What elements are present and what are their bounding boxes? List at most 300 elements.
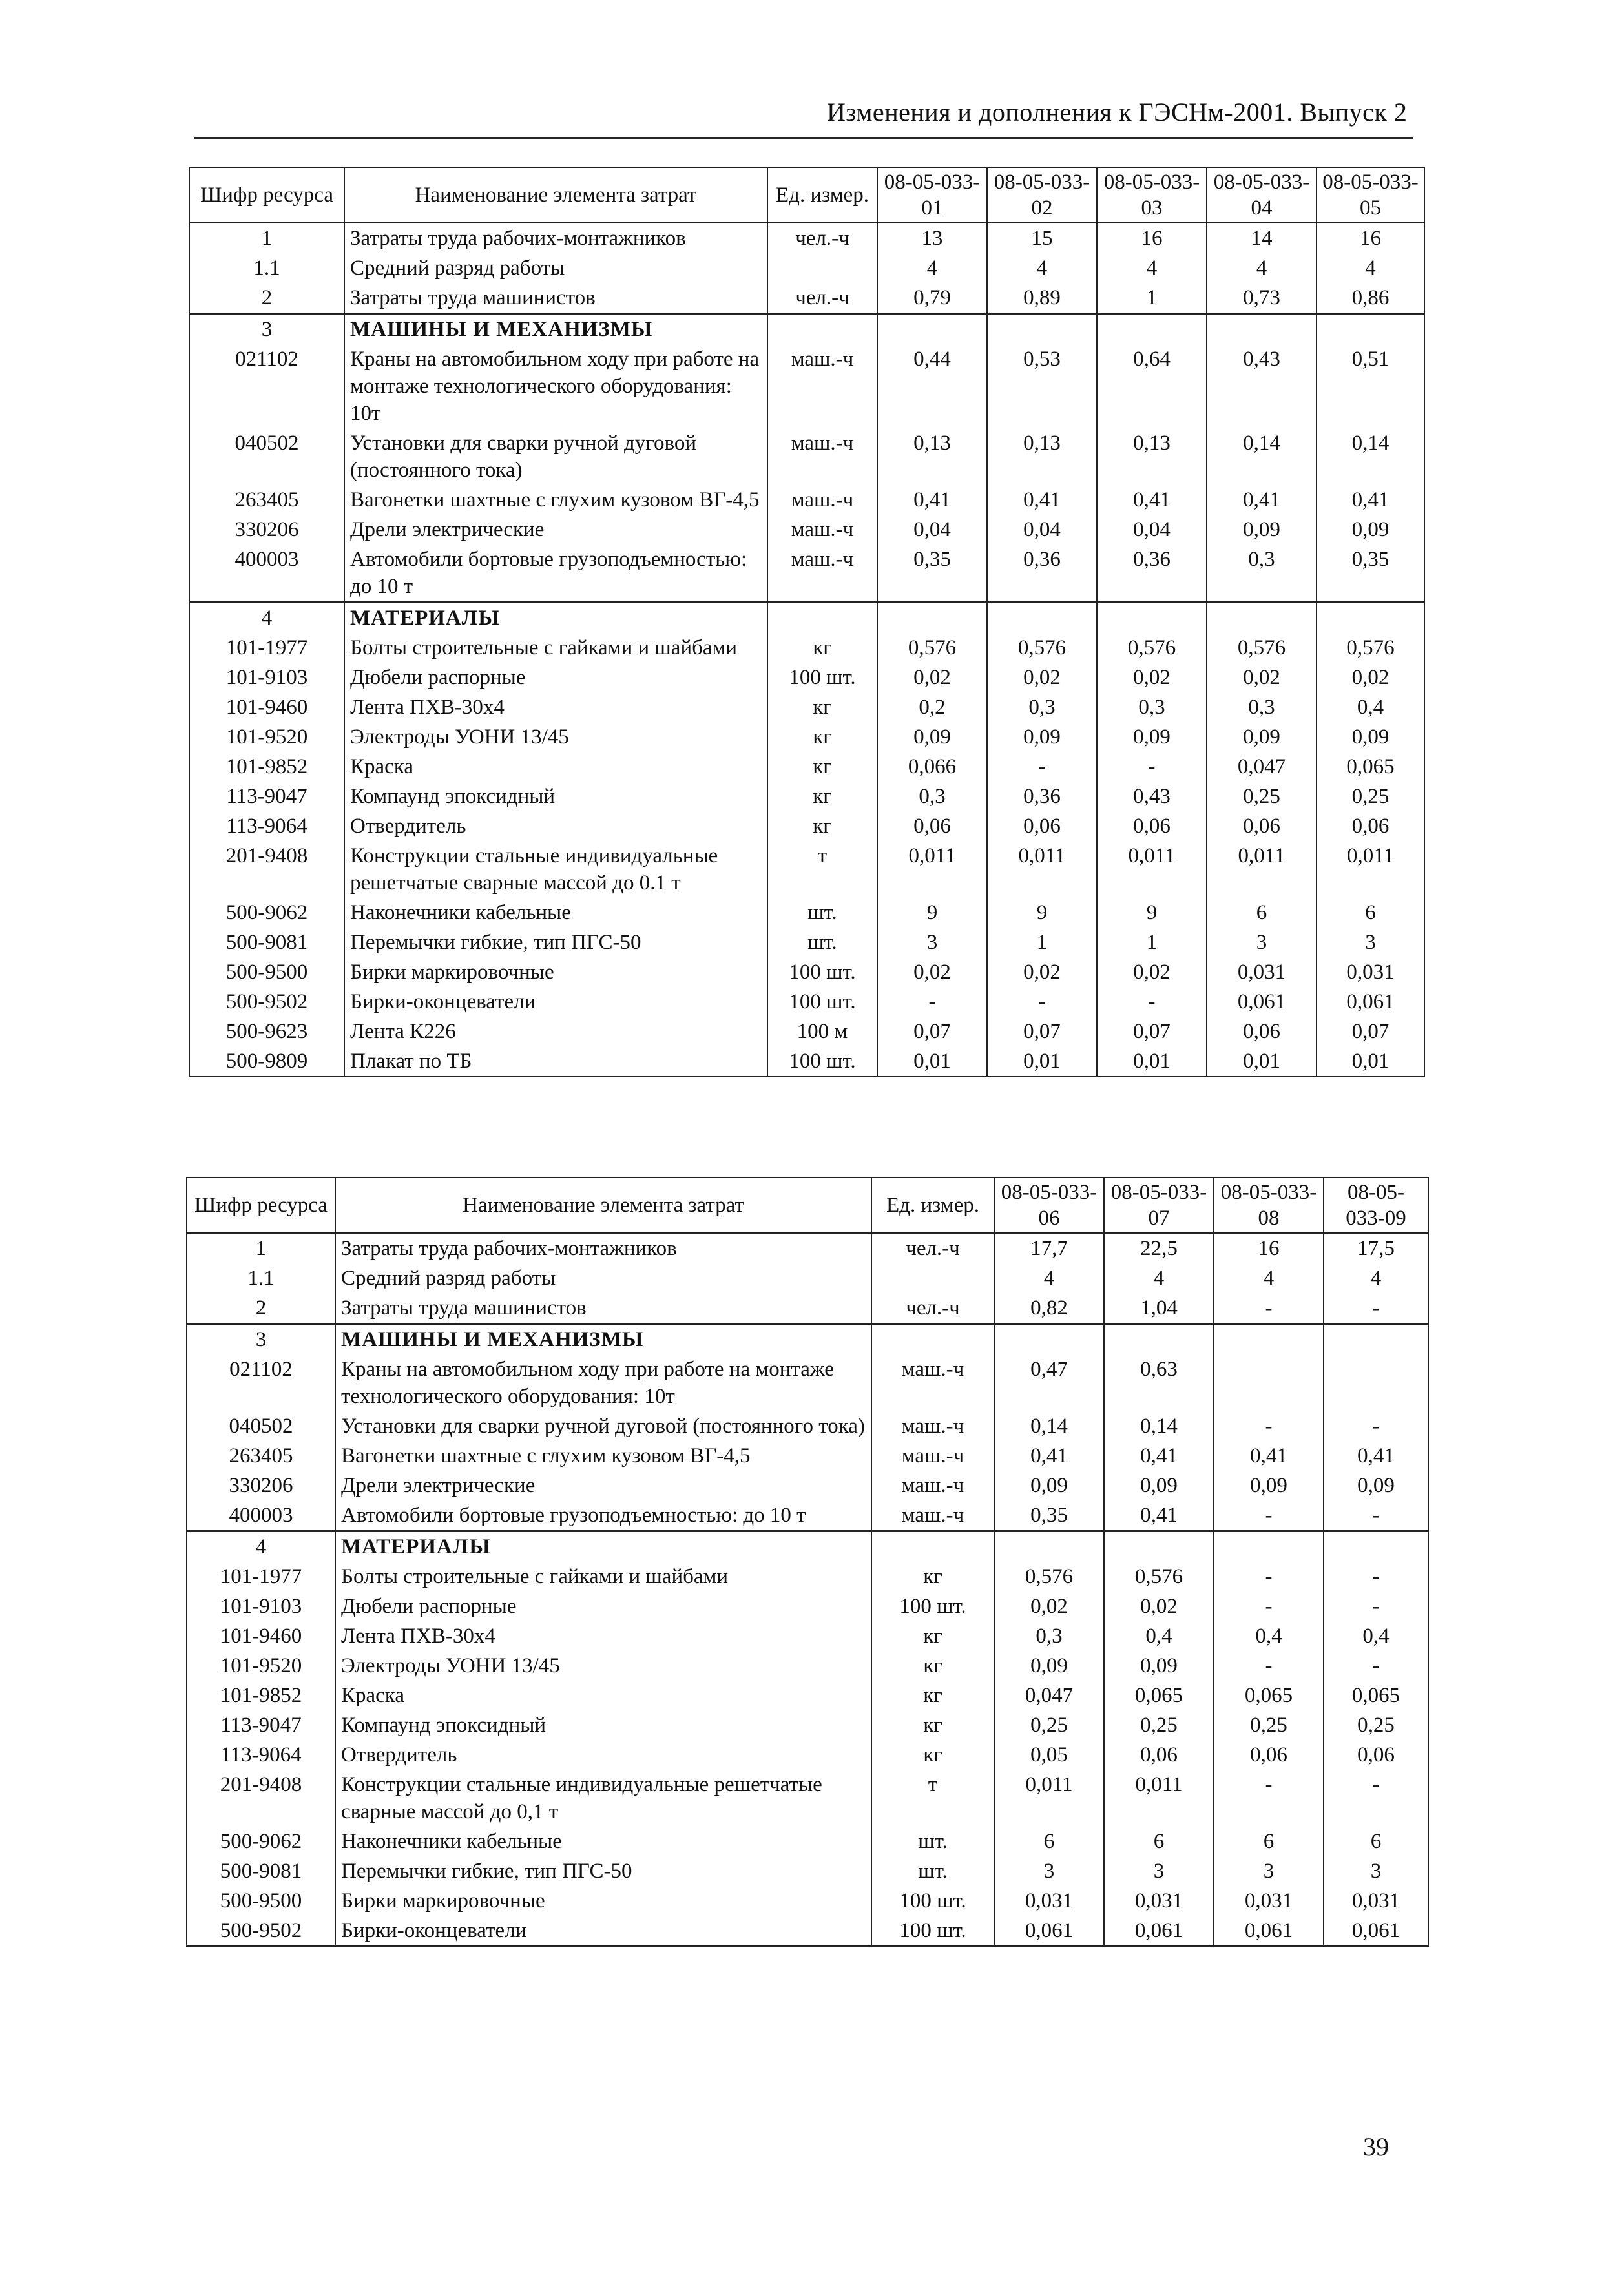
value-cell: 0,065 xyxy=(1324,1681,1428,1710)
value-cell: 16 xyxy=(1097,223,1207,253)
value-cell: 13 xyxy=(877,223,987,253)
value-cell: - xyxy=(1324,1592,1428,1621)
unit-cell: кг xyxy=(767,782,877,811)
resource-name: Средний разряд работы xyxy=(335,1263,871,1293)
header-code: Шифр ресурса xyxy=(189,167,344,223)
resource-code: 500-9809 xyxy=(189,1046,344,1077)
resource-code: 113-9064 xyxy=(189,811,344,841)
table-row xyxy=(187,1681,1428,1710)
section-row xyxy=(189,603,1424,634)
section-title: МАШИНЫ И МЕХАНИЗМЫ xyxy=(335,1324,871,1355)
unit-cell: кг xyxy=(871,1621,994,1651)
value-cell: - xyxy=(1214,1770,1324,1827)
value-cell: 0,89 xyxy=(987,283,1097,314)
value-cell: 0,35 xyxy=(877,545,987,603)
table-row xyxy=(189,545,1424,603)
value-cell xyxy=(1214,1324,1324,1355)
header-col: 08-05-033-05 xyxy=(1317,167,1424,223)
value-cell: 0,09 xyxy=(994,1651,1104,1681)
resource-code: 500-9500 xyxy=(189,957,344,987)
resource-name: Конструкции стальные индивидуальные решетчатые сварные массой до 0,1 т xyxy=(335,1770,871,1827)
value-cell: 0,031 xyxy=(1214,1886,1324,1916)
value-cell: 0,43 xyxy=(1207,344,1317,428)
page-header-title: Изменения и дополнения к ГЭСНм-2001. Выпуск 2 xyxy=(827,98,1408,127)
resource-name: Автомобили бортовые грузоподъемностью: до 10 т xyxy=(344,545,767,603)
unit-cell xyxy=(767,314,877,345)
resource-name: Наконечники кабельные xyxy=(335,1827,871,1856)
value-cell: - xyxy=(1324,1500,1428,1531)
unit-cell: кг xyxy=(871,1562,994,1592)
resource-name: Бирки маркировочные xyxy=(335,1886,871,1916)
value-cell: 3 xyxy=(994,1856,1104,1886)
value-cell: - xyxy=(1324,1651,1428,1681)
unit-cell: 100 шт. xyxy=(767,987,877,1017)
unit-cell: 100 шт. xyxy=(767,663,877,692)
resource-code: 2 xyxy=(189,283,344,314)
value-cell: 6 xyxy=(1317,898,1424,928)
value-cell: 0,07 xyxy=(987,1017,1097,1046)
resource-name: Бирки маркировочные xyxy=(344,957,767,987)
unit-cell: чел.-ч xyxy=(871,1233,994,1263)
value-cell: 0,25 xyxy=(1214,1710,1324,1740)
section-title: МАТЕРИАЛЫ xyxy=(344,603,767,634)
unit-cell: кг xyxy=(871,1740,994,1770)
value-cell xyxy=(1097,603,1207,634)
value-cell: 0,011 xyxy=(994,1770,1104,1827)
resource-name: Бирки-оконцеватели xyxy=(344,987,767,1017)
value-cell: 0,061 xyxy=(1104,1916,1214,1946)
resource-name: Затраты труда машинистов xyxy=(344,283,767,314)
table-row xyxy=(189,782,1424,811)
header-col: 08-05-033-09 xyxy=(1324,1177,1428,1233)
value-cell: 0,047 xyxy=(1207,752,1317,782)
resource-code: 500-9502 xyxy=(189,987,344,1017)
value-cell: 0,061 xyxy=(1324,1916,1428,1946)
header-col: 08-05-033-01 xyxy=(877,167,987,223)
value-cell: 1,04 xyxy=(1104,1293,1214,1324)
resource-code: 1.1 xyxy=(187,1263,335,1293)
value-cell: 0,41 xyxy=(1104,1441,1214,1471)
unit-cell: шт. xyxy=(767,898,877,928)
value-cell xyxy=(987,314,1097,345)
table-row xyxy=(187,1354,1428,1411)
table-row xyxy=(187,1500,1428,1531)
table-row xyxy=(187,1916,1428,1946)
value-cell: 0,011 xyxy=(1097,841,1207,898)
resource-name: Затраты труда рабочих-монтажников xyxy=(344,223,767,253)
value-cell xyxy=(1104,1531,1214,1562)
value-cell xyxy=(987,603,1097,634)
value-cell: - xyxy=(1097,752,1207,782)
resource-code: 021102 xyxy=(189,344,344,428)
value-cell: 0,09 xyxy=(1104,1471,1214,1500)
resource-name: Вагонетки шахтные с глухим кузовом ВГ-4,5 xyxy=(335,1441,871,1471)
value-cell: 0,06 xyxy=(1207,811,1317,841)
resource-code: 101-9520 xyxy=(189,722,344,752)
table-row xyxy=(189,928,1424,957)
value-cell: 0,13 xyxy=(987,428,1097,485)
value-cell: 0,01 xyxy=(1207,1046,1317,1077)
resource-code: 263405 xyxy=(187,1441,335,1471)
value-cell: 0,4 xyxy=(1104,1621,1214,1651)
resource-name: Компаунд эпоксидный xyxy=(335,1710,871,1740)
resource-name: Плакат по ТБ xyxy=(344,1046,767,1077)
resource-name: Электроды УОНИ 13/45 xyxy=(344,722,767,752)
header-name: Наименование элемента затрат xyxy=(335,1177,871,1233)
value-cell: 0,065 xyxy=(1214,1681,1324,1710)
value-cell: 4 xyxy=(877,253,987,283)
table-row xyxy=(189,752,1424,782)
unit-cell xyxy=(871,1263,994,1293)
value-cell: 0,35 xyxy=(1317,545,1424,603)
table-row xyxy=(189,692,1424,722)
value-cell: 0,06 xyxy=(1207,1017,1317,1046)
value-cell xyxy=(1207,603,1317,634)
unit-cell: маш.-ч xyxy=(871,1411,994,1441)
resource-code: 040502 xyxy=(189,428,344,485)
value-cell: 15 xyxy=(987,223,1097,253)
value-cell: - xyxy=(1214,1411,1324,1441)
unit-cell: шт. xyxy=(871,1827,994,1856)
value-cell: 6 xyxy=(1214,1827,1324,1856)
table-row xyxy=(189,485,1424,515)
value-cell: 0,36 xyxy=(987,545,1097,603)
value-cell: 0,06 xyxy=(877,811,987,841)
resource-name: Дюбели распорные xyxy=(344,663,767,692)
value-cell: 0,4 xyxy=(1324,1621,1428,1651)
value-cell: 0,09 xyxy=(1097,722,1207,752)
value-cell: 3 xyxy=(1104,1856,1214,1886)
value-cell: 16 xyxy=(1317,223,1424,253)
value-cell: - xyxy=(877,987,987,1017)
value-cell: 0,011 xyxy=(1317,841,1424,898)
value-cell: 14 xyxy=(1207,223,1317,253)
value-cell: 1 xyxy=(1097,928,1207,957)
resource-name: Дюбели распорные xyxy=(335,1592,871,1621)
value-cell: 0,4 xyxy=(1317,692,1424,722)
resource-name: Компаунд эпоксидный xyxy=(344,782,767,811)
value-cell: 3 xyxy=(1207,928,1317,957)
resource-code: 101-9852 xyxy=(189,752,344,782)
resource-code: 021102 xyxy=(187,1354,335,1411)
resource-code: 330206 xyxy=(189,515,344,545)
value-cell: 0,4 xyxy=(1214,1621,1324,1651)
resource-name: Бирки-оконцеватели xyxy=(335,1916,871,1946)
resource-table-2 xyxy=(186,1177,1429,1947)
value-cell: 0,02 xyxy=(1097,957,1207,987)
table-row xyxy=(189,987,1424,1017)
value-cell: - xyxy=(1214,1562,1324,1592)
value-cell: 4 xyxy=(1097,253,1207,283)
value-cell xyxy=(1097,314,1207,345)
value-cell: 4 xyxy=(987,253,1097,283)
resource-name: Дрели электрические xyxy=(335,1471,871,1500)
unit-cell: кг xyxy=(767,752,877,782)
value-cell: 6 xyxy=(1207,898,1317,928)
value-cell: 0,02 xyxy=(994,1592,1104,1621)
table-row xyxy=(189,957,1424,987)
table-body xyxy=(187,1233,1428,1946)
resource-name: Краска xyxy=(335,1681,871,1710)
value-cell: 0,01 xyxy=(1317,1046,1424,1077)
value-cell xyxy=(1324,1324,1428,1355)
section-title: МАТЕРИАЛЫ xyxy=(335,1531,871,1562)
value-cell: 0,53 xyxy=(987,344,1097,428)
value-cell: 4 xyxy=(1214,1263,1324,1293)
resource-name: Болты строительные с гайками и шайбами xyxy=(344,633,767,663)
table-row xyxy=(187,1827,1428,1856)
value-cell: 0,25 xyxy=(1104,1710,1214,1740)
value-cell: 0,79 xyxy=(877,283,987,314)
value-cell: 3 xyxy=(1324,1856,1428,1886)
value-cell: 0,01 xyxy=(1097,1046,1207,1077)
value-cell: 6 xyxy=(1324,1827,1428,1856)
value-cell: 0,01 xyxy=(877,1046,987,1077)
unit-cell: маш.-ч xyxy=(871,1500,994,1531)
value-cell: - xyxy=(1214,1651,1324,1681)
value-cell: - xyxy=(1324,1770,1428,1827)
unit-cell: маш.-ч xyxy=(767,545,877,603)
unit-cell: маш.-ч xyxy=(767,515,877,545)
value-cell xyxy=(1317,314,1424,345)
unit-cell: кг xyxy=(871,1681,994,1710)
value-cell: 0,09 xyxy=(1324,1471,1428,1500)
resource-name: Электроды УОНИ 13/45 xyxy=(335,1651,871,1681)
resource-code: 3 xyxy=(189,314,344,345)
table-body xyxy=(189,223,1424,1077)
resource-name: Краска xyxy=(344,752,767,782)
resource-code: 101-1977 xyxy=(187,1562,335,1592)
value-cell: - xyxy=(1097,987,1207,1017)
value-cell: 0,09 xyxy=(877,722,987,752)
value-cell: 0,36 xyxy=(987,782,1097,811)
unit-cell: кг xyxy=(871,1651,994,1681)
value-cell: 0,2 xyxy=(877,692,987,722)
value-cell: 1 xyxy=(987,928,1097,957)
value-cell: 0,09 xyxy=(1207,515,1317,545)
table-row xyxy=(187,1441,1428,1471)
value-cell: 0,02 xyxy=(877,663,987,692)
resource-code: 263405 xyxy=(189,485,344,515)
resource-name: Автомобили бортовые грузоподъемностью: до 10 т xyxy=(335,1500,871,1531)
unit-cell: маш.-ч xyxy=(767,428,877,485)
unit-cell xyxy=(871,1531,994,1562)
resource-code: 101-9103 xyxy=(189,663,344,692)
value-cell: 0,09 xyxy=(994,1471,1104,1500)
value-cell: 0,01 xyxy=(987,1046,1097,1077)
table-row xyxy=(189,663,1424,692)
table-row xyxy=(187,1411,1428,1441)
value-cell: 4 xyxy=(1317,253,1424,283)
value-cell: 0,3 xyxy=(1207,692,1317,722)
value-cell: 0,061 xyxy=(1214,1916,1324,1946)
table-row xyxy=(187,1886,1428,1916)
unit-cell: кг xyxy=(767,692,877,722)
unit-cell: чел.-ч xyxy=(767,283,877,314)
value-cell: 0,02 xyxy=(987,957,1097,987)
value-cell: 0,04 xyxy=(877,515,987,545)
resource-code: 101-9520 xyxy=(187,1651,335,1681)
value-cell: 0,011 xyxy=(987,841,1097,898)
value-cell xyxy=(1317,603,1424,634)
value-cell xyxy=(1214,1354,1324,1411)
value-cell: 0,14 xyxy=(1207,428,1317,485)
value-cell xyxy=(1324,1354,1428,1411)
page-number: 39 xyxy=(1363,2132,1389,2161)
value-cell: 0,011 xyxy=(1104,1770,1214,1827)
unit-cell: 100 шт. xyxy=(767,957,877,987)
value-cell: 0,02 xyxy=(1317,663,1424,692)
table-row xyxy=(187,1233,1428,1263)
unit-cell: чел.-ч xyxy=(767,223,877,253)
value-cell xyxy=(1324,1531,1428,1562)
value-cell: 0,3 xyxy=(994,1621,1104,1651)
table-row xyxy=(187,1293,1428,1324)
resource-name: Дрели электрические xyxy=(344,515,767,545)
value-cell: 0,14 xyxy=(994,1411,1104,1441)
table-row xyxy=(187,1740,1428,1770)
value-cell: - xyxy=(987,987,1097,1017)
value-cell: 17,7 xyxy=(994,1233,1104,1263)
value-cell: 0,09 xyxy=(1214,1471,1324,1500)
value-cell: 0,011 xyxy=(1207,841,1317,898)
value-cell: 0,06 xyxy=(1214,1740,1324,1770)
table-row xyxy=(187,1263,1428,1293)
value-cell: 4 xyxy=(994,1263,1104,1293)
resource-code: 500-9500 xyxy=(187,1886,335,1916)
value-cell xyxy=(877,603,987,634)
unit-cell: маш.-ч xyxy=(871,1471,994,1500)
unit-cell: маш.-ч xyxy=(871,1441,994,1471)
value-cell: 4 xyxy=(1104,1263,1214,1293)
value-cell: 0,02 xyxy=(1097,663,1207,692)
value-cell: 0,3 xyxy=(1207,545,1317,603)
resource-code: 500-9062 xyxy=(187,1827,335,1856)
value-cell: 0,576 xyxy=(1207,633,1317,663)
resource-name: Перемычки гибкие, тип ПГС-50 xyxy=(344,928,767,957)
table-row xyxy=(189,898,1424,928)
resource-name: Отвердитель xyxy=(344,811,767,841)
value-cell: 0,41 xyxy=(987,485,1097,515)
resource-name: Затраты труда рабочих-монтажников xyxy=(335,1233,871,1263)
table-row xyxy=(187,1770,1428,1827)
value-cell: 0,065 xyxy=(1317,752,1424,782)
resource-code: 500-9502 xyxy=(187,1916,335,1946)
value-cell: - xyxy=(1324,1293,1428,1324)
resource-table-1 xyxy=(189,167,1425,1077)
value-cell: 0,41 xyxy=(1214,1441,1324,1471)
table-row xyxy=(189,811,1424,841)
unit-cell: т xyxy=(767,841,877,898)
resource-code: 113-9047 xyxy=(189,782,344,811)
table-row xyxy=(187,1471,1428,1500)
resource-name: Болты строительные с гайками и шайбами xyxy=(335,1562,871,1592)
unit-cell: 100 шт. xyxy=(767,1046,877,1077)
value-cell: 0,63 xyxy=(1104,1354,1214,1411)
table-row xyxy=(189,722,1424,752)
resource-name: Средний разряд работы xyxy=(344,253,767,283)
resource-name: Краны на автомобильном ходу при работе на монтаже технологического оборудования: 10т xyxy=(335,1354,871,1411)
value-cell: 0,25 xyxy=(994,1710,1104,1740)
value-cell: 0,14 xyxy=(1104,1411,1214,1441)
resource-code: 1 xyxy=(187,1233,335,1263)
value-cell: 0,41 xyxy=(1317,485,1424,515)
unit-cell: чел.-ч xyxy=(871,1293,994,1324)
value-cell: 0,09 xyxy=(1317,722,1424,752)
unit-cell: 100 м xyxy=(767,1017,877,1046)
value-cell: 0,576 xyxy=(1104,1562,1214,1592)
value-cell: - xyxy=(1324,1411,1428,1441)
resource-name: Лента ПХВ-30х4 xyxy=(344,692,767,722)
value-cell: 3 xyxy=(1317,928,1424,957)
table-row xyxy=(189,283,1424,314)
table-row xyxy=(189,1017,1424,1046)
value-cell: 0,031 xyxy=(1104,1886,1214,1916)
table-row xyxy=(189,253,1424,283)
value-cell: 0,02 xyxy=(1207,663,1317,692)
value-cell: 0,06 xyxy=(1324,1740,1428,1770)
value-cell: 0,04 xyxy=(987,515,1097,545)
value-cell: 0,061 xyxy=(1317,987,1424,1017)
header-col: 08-05-033-03 xyxy=(1097,167,1207,223)
value-cell: 0,41 xyxy=(994,1441,1104,1471)
unit-cell: 100 шт. xyxy=(871,1592,994,1621)
header-name: Наименование элемента затрат xyxy=(344,167,767,223)
value-cell: 0,3 xyxy=(1097,692,1207,722)
value-cell: 3 xyxy=(877,928,987,957)
resource-name: Наконечники кабельные xyxy=(344,898,767,928)
value-cell: 0,09 xyxy=(1207,722,1317,752)
table-row xyxy=(187,1621,1428,1651)
header-rule xyxy=(194,137,1413,139)
resource-code: 500-9081 xyxy=(189,928,344,957)
value-cell: 0,41 xyxy=(1104,1500,1214,1531)
value-cell: 0,065 xyxy=(1104,1681,1214,1710)
value-cell: 0,35 xyxy=(994,1500,1104,1531)
resource-code: 400003 xyxy=(189,545,344,603)
value-cell: 0,06 xyxy=(1317,811,1424,841)
value-cell: 0,06 xyxy=(1104,1740,1214,1770)
value-cell: 0,73 xyxy=(1207,283,1317,314)
resource-code: 500-9623 xyxy=(189,1017,344,1046)
unit-cell: т xyxy=(871,1770,994,1827)
value-cell: 9 xyxy=(987,898,1097,928)
value-cell: 0,3 xyxy=(987,692,1097,722)
resource-name: Отвердитель xyxy=(335,1740,871,1770)
section-row xyxy=(189,314,1424,345)
resource-code: 101-9103 xyxy=(187,1592,335,1621)
resource-code: 113-9064 xyxy=(187,1740,335,1770)
value-cell: 0,011 xyxy=(877,841,987,898)
resource-name: Установки для сварки ручной дуговой (постоянного тока) xyxy=(344,428,767,485)
value-cell: 0,047 xyxy=(994,1681,1104,1710)
resource-code: 1.1 xyxy=(189,253,344,283)
section-title: МАШИНЫ И МЕХАНИЗМЫ xyxy=(344,314,767,345)
value-cell: 0,066 xyxy=(877,752,987,782)
unit-cell: кг xyxy=(871,1710,994,1740)
header-col: 08-05-033-04 xyxy=(1207,167,1317,223)
value-cell: 0,41 xyxy=(1097,485,1207,515)
value-cell: 0,06 xyxy=(1097,811,1207,841)
value-cell: 0,51 xyxy=(1317,344,1424,428)
value-cell: 0,43 xyxy=(1097,782,1207,811)
value-cell: 1 xyxy=(1097,283,1207,314)
value-cell: 0,576 xyxy=(1317,633,1424,663)
value-cell: 0,86 xyxy=(1317,283,1424,314)
value-cell: 0,09 xyxy=(987,722,1097,752)
unit-cell: кг xyxy=(767,811,877,841)
resource-name: Лента К226 xyxy=(344,1017,767,1046)
